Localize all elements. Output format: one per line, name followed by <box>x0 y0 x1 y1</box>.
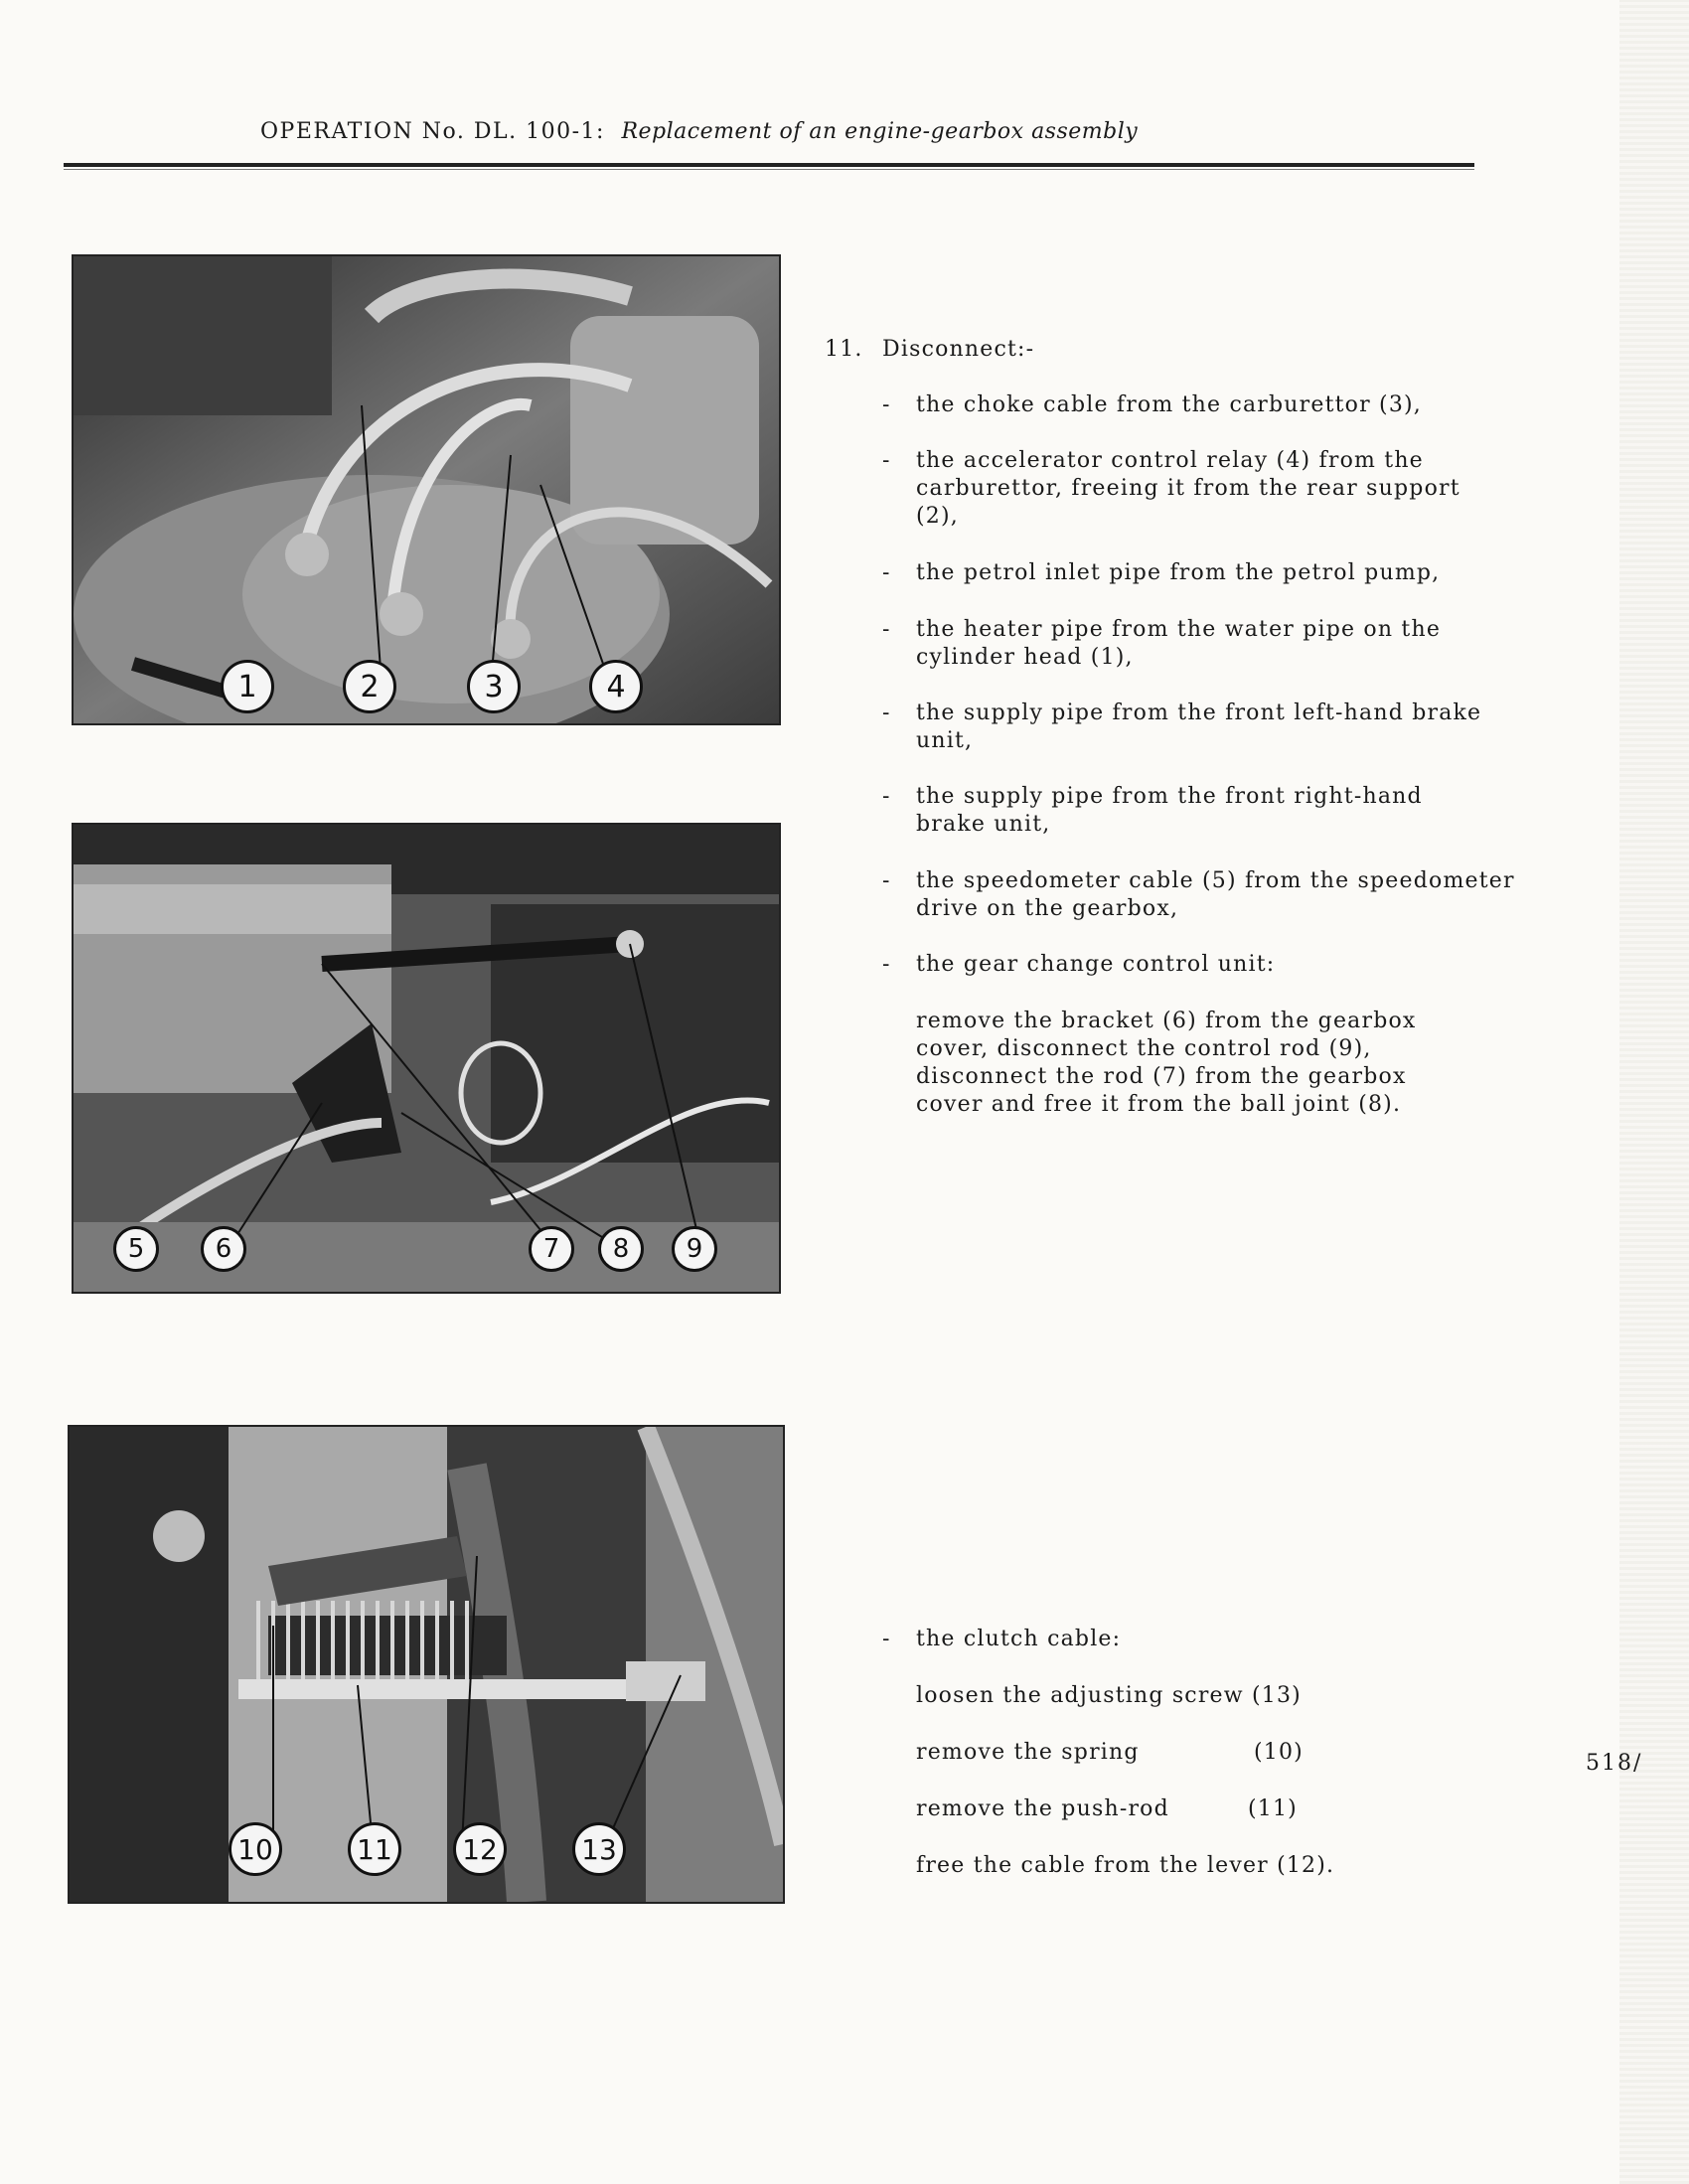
list-dash: - <box>882 392 891 417</box>
callout-13: 13 <box>572 1822 626 1876</box>
item-petrol-inlet: the petrol inlet pipe from the petrol pump, <box>916 560 1441 585</box>
callout-5: 5 <box>113 1226 159 1272</box>
item-heater-pipe: the heater pipe from the water pipe on the cylinder head (1), <box>916 617 1442 670</box>
callout-12: 12 <box>453 1822 507 1876</box>
clutch-line-text: loosen the adjusting screw (13) <box>916 1683 1302 1708</box>
item-gear-change: the gear change control unit: <box>916 952 1276 977</box>
callout-4: 4 <box>589 660 643 713</box>
callout-1: 1 <box>221 660 274 713</box>
operation-title: Replacement of an engine-gearbox assembly <box>621 119 1139 144</box>
clutch-line-text: remove the push-rod <box>916 1796 1169 1821</box>
callout-8: 8 <box>598 1226 644 1272</box>
callout-11: 11 <box>348 1822 401 1876</box>
callout-9: 9 <box>672 1226 717 1272</box>
callout-10: 10 <box>229 1822 282 1876</box>
item-speedometer: the speedometer cable (5) from the speedometer drive on the gearbox, <box>916 868 1515 921</box>
list-dash: - <box>882 784 891 809</box>
item-clutch-cable: the clutch cable: <box>916 1627 1122 1651</box>
operation-number: OPERATION No. DL. 100-1: <box>260 119 605 144</box>
item-left-brake: the supply pipe from the front left-hand brake unit, <box>916 701 1482 753</box>
list-dash: - <box>882 560 891 585</box>
step-number: 11. <box>825 337 863 362</box>
item-choke-cable: the choke cable from the carburettor (3), <box>916 392 1422 417</box>
clutch-line-ref: (10) <box>1254 1740 1304 1765</box>
callout-7: 7 <box>529 1226 574 1272</box>
step-heading: Disconnect:- <box>882 337 1035 362</box>
list-dash: - <box>882 868 891 893</box>
callout-3: 3 <box>467 660 521 713</box>
list-dash: - <box>882 1627 891 1651</box>
item-right-brake: the supply pipe from the front right-hand brake unit, <box>916 784 1423 837</box>
list-dash: - <box>882 701 891 725</box>
clutch-line <box>916 1795 1552 1823</box>
clutch-line <box>916 1852 1552 1880</box>
gear-change-detail: remove the bracket (6) from the gearbox cover, disconnect the control rod (9), disconnect the rod (7) from the gearbox cover and free it from the ball joint (8). <box>916 1009 1417 1117</box>
page-code: 518/ <box>1586 1751 1643 1776</box>
clutch-line <box>916 1682 1552 1710</box>
clutch-line <box>916 1739 1552 1767</box>
clutch-line-text: remove the spring <box>916 1740 1140 1765</box>
list-dash: - <box>882 448 891 473</box>
clutch-line-ref: (11) <box>1248 1796 1298 1821</box>
list-dash: - <box>882 952 891 977</box>
callout-6: 6 <box>201 1226 246 1272</box>
clutch-line-text: free the cable from the lever (12). <box>916 1853 1335 1878</box>
callout-2: 2 <box>343 660 396 713</box>
list-dash: - <box>882 617 891 642</box>
item-accelerator-relay: the accelerator control relay (4) from the carburettor, freeing it from the rear support (2), <box>916 448 1460 529</box>
